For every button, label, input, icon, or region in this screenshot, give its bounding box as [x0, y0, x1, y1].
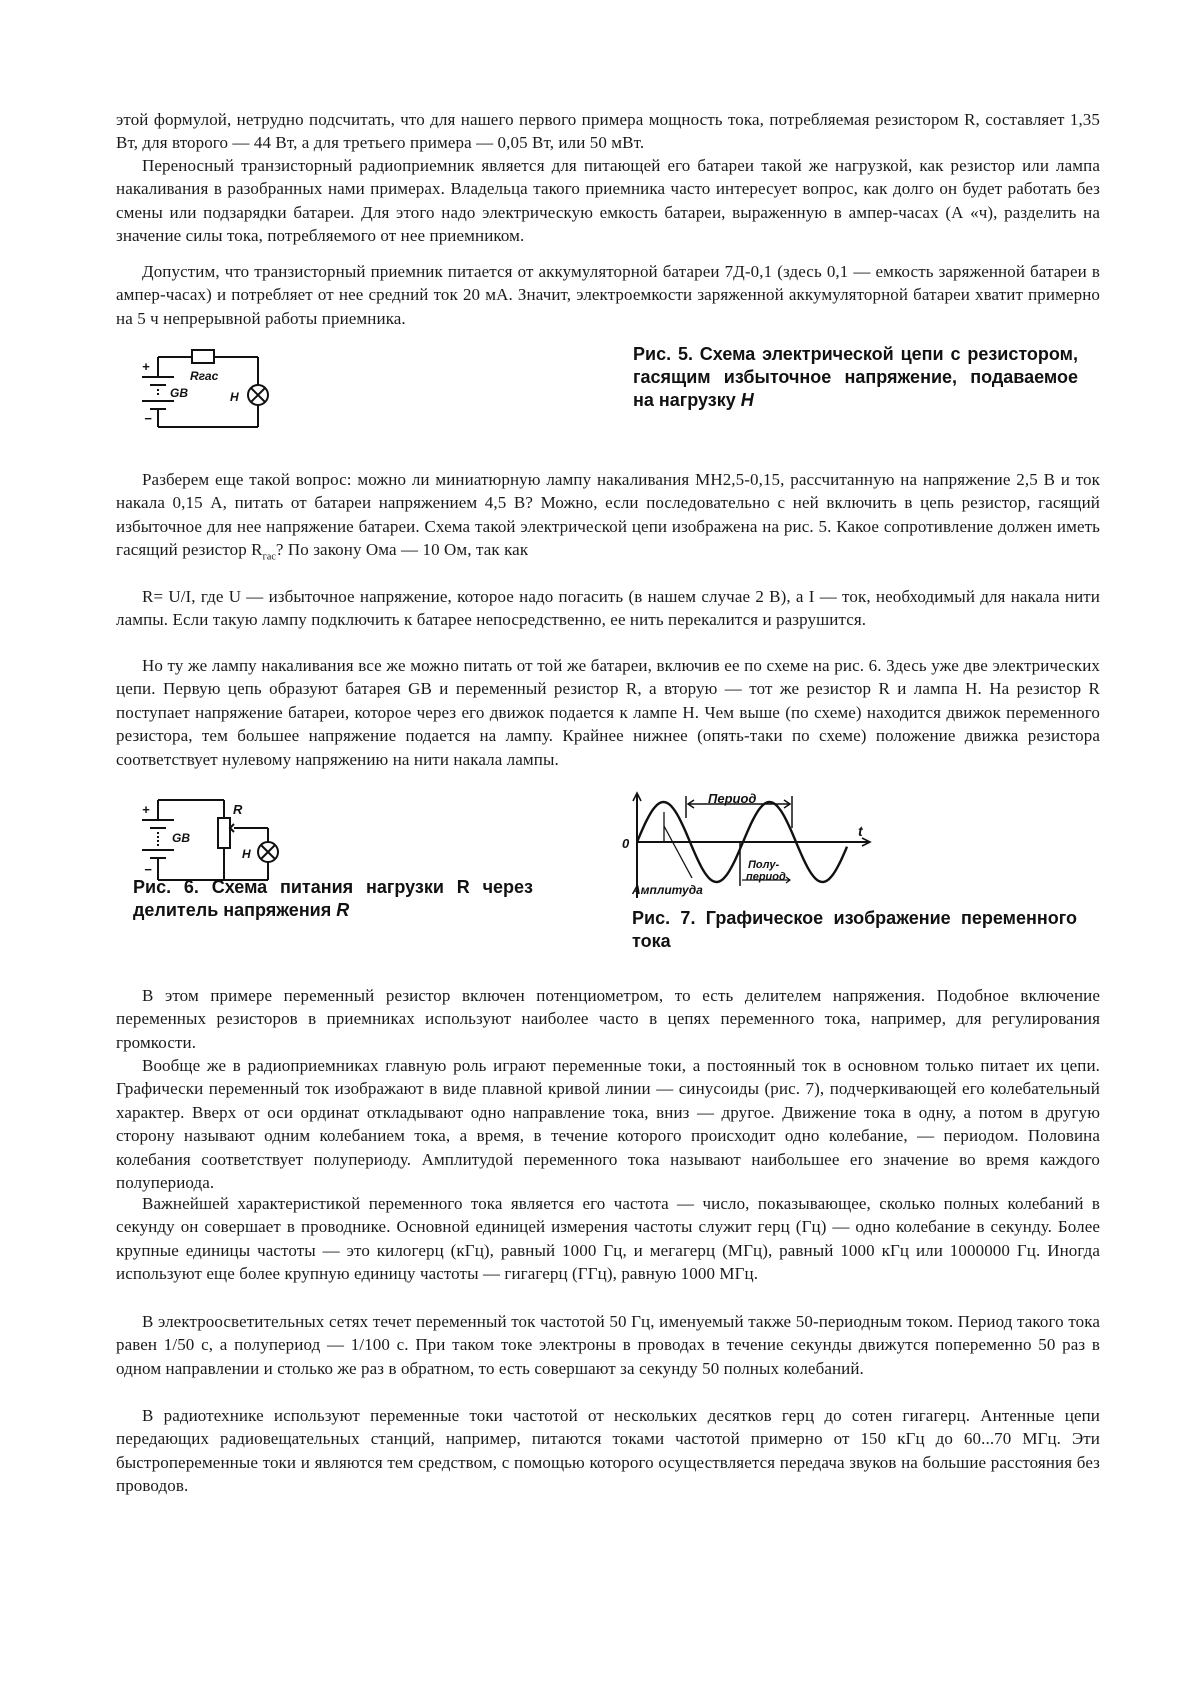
paragraph-6: Но ту же лампу накаливания все же можно питать от той же батареи, включив ее по схеме на рис. 6. Здесь уже две электрических цепи. Первую цепь образуют батарея GB и переменный резистор R, а вторую — тот же резистор R и лампа H. На резистор R поступает напряжение батареи, которое через его движок подается к лампе H. Чем выше (по схеме) находится движок переменного резистора, тем большее напряжение подается на лампу. Крайнее нижнее (опять-таки по схеме) положение движка резистора соответствует нулевому напряжению на нити накала лампы. — [116, 656, 1100, 769]
fig5-rgas-label: Rгас — [190, 369, 219, 383]
paragraph-11: В радиотехнике используют переменные токи частотой от нескольких десятков герц до сотен гигагерц. Антенные цепи передающих радиовещательных станций, например, питаются токами частотой примерно от 150 кГц до 60...70 МГц. Эти быстропеременные токи и являются тем средством, с помощью которого осуществляется передача звуков на большие расстояния без проводов. — [116, 1406, 1100, 1496]
paragraph-9: Важнейшей характеристикой переменного тока является его частота — число, показывающее, сколько полных колебаний в секунду он совершает в проводнике. Основной единицей измерения частоты служит герц (Гц) — одно колебание в секунду. Более крупные единицы частоты — это килогерц (кГц), равный 1000 Гц, и мегагерц (МГц), равный 1000 кГц или 1000000 Гц. Иногда используют еще более крупную единицу частоты — гигагерц (ГГц), равную 1000 МГц. — [116, 1194, 1100, 1284]
paragraph-4 — [116, 468, 1100, 569]
fig6-r-label: R — [233, 802, 243, 817]
fig6-plus: + — [142, 802, 150, 817]
fig6-h-label: H — [242, 847, 251, 861]
fig6-gb-label: GB — [172, 831, 190, 845]
paragraph-2: Переносный транзисторный радиоприемник является для питающей его батареи такой же нагрузкой, как резистор или лампа накаливания в разобранных нами примерах. Владельца такого приемника часто интересует вопрос, как долго он будет работать без смены или подзарядки батареи. Для этого надо электрическую емкость батареи, выраженную в ампер-часах (А «ч), разделить на значение силы тока, потребляемого от нее приемником. — [116, 156, 1100, 246]
figure-6-caption-italic: R — [336, 900, 350, 920]
paragraph-4-subscript: гас — [262, 551, 276, 563]
figure-5-caption — [633, 343, 1078, 412]
fig5-plus: + — [142, 359, 150, 374]
resistor-rgas — [192, 350, 214, 363]
fig7-time-label: t — [858, 823, 863, 839]
paragraph-4-tail: ? По закону Ома — 10 Ом, так как — [275, 540, 529, 560]
figure-6-circuit — [130, 790, 290, 890]
figure-7-sine-graph — [620, 790, 880, 905]
paragraph-4-text: Разберем еще такой вопрос: можно ли миниатюрную лампу накаливания МН2,5-0,15, рассчитанную на напряжение 2,5 В и ток накала 0,15 А, питать от батареи напряжением 4,5 В? Можно, если последовательно с ней включить в цепь резистор, гасящий избыточное для нее напряжение батареи. Схема такой электрической цепи изображена на рис. 5. Какое сопротивление должен иметь гасящий резистор R — [116, 470, 1100, 560]
figure-5-caption-text: Рис. 5. Схема электрической цепи с резистором, гасящим избыточное напряжение, подаваемое на нагрузку — [633, 344, 1078, 410]
paragraph-1: этой формулой, нетрудно подсчитать, что для нашего первого примера мощность тока, потребляемая резистором R, составляет 1,35 Вт, для второго — 44 Вт, а для третьего примера — 0,05 Вт, или 50 мВт. — [116, 110, 1100, 153]
paragraph-8: Вообще же в радиоприемниках главную роль играют переменные токи, а постоянный ток в основном только питает их цепи. Графически переменный ток изображают в виде плавной кривой линии — синусоиды (рис. 7), подчеркивающей его колебательный характер. Вверх от оси ординат откладывают одно направление тока, вниз — другое. Движение тока в одну, а потом в другую сторону называют одним колебанием тока, а время, в течение которого происходит одно колебание, — периодом. Половина колебания соответствует полупериоду. Амплитудой переменного тока называют наибольшее его значение во время каждого полупериода. — [116, 1056, 1100, 1193]
paragraph-10: В электроосветительных сетях течет переменный ток частотой 50 Гц, именуемый также 50-периодным током. Период такого тока равен 1/50 с, а полупериод — 1/100 с. При таком токе электроны в проводах в течение секунды движутся попеременно 50 раз в одном направлении и столько же раз в обратном, то есть совершают за секунду 50 полных колебаний. — [116, 1312, 1100, 1378]
figure-7-caption: Рис. 7. Графическое изображение переменного тока — [632, 908, 1077, 951]
figure-6-caption-text: Рис. 6. Схема питания нагрузки R через делитель напряжения — [133, 877, 533, 920]
fig7-half-period-label-1: Полу- — [748, 859, 780, 871]
fig6-minus: − — [144, 862, 152, 877]
figure-6-caption — [133, 876, 533, 922]
fig7-amplitude-label: Амплитуда — [632, 883, 703, 897]
variable-resistor-r — [218, 818, 230, 848]
fig7-half-period-label-2: период — [746, 871, 786, 883]
paragraph-5: R= U/I, где U — избыточное напряжение, которое надо погасить (в нашем случае 2 В), а I — ток, необходимый для накала нити лампы. Если такую лампу подключить к батарее непосредственно, ее нить перекалится и разрушится. — [116, 587, 1100, 630]
paragraph-3: Допустим, что транзисторный приемник питается от аккумуляторной батареи 7Д-0,1 (здесь 0,1 — емкость заряженной батареи в ампер-часах) и потребляет от нее средний ток 20 мА. Значит, электроемкости заряженной аккумуляторной батареи хватит примерно на 5 ч непрерывной работы приемника. — [116, 262, 1100, 328]
fig7-period-label: Период — [708, 791, 757, 806]
fig7-zero-label: 0 — [622, 836, 630, 851]
figure-5-caption-italic: H — [740, 390, 754, 410]
figure-5-circuit — [130, 345, 280, 445]
fig5-h-label: H — [230, 390, 239, 404]
fig5-gb-label: GB — [170, 386, 188, 400]
fig5-minus: − — [144, 411, 152, 426]
paragraph-7: В этом примере переменный резистор включен потенциометром, то есть делителем напряжения. Подобное включение переменных резисторов в приемниках используют наиболее часто в цепях переменного тока, например, для регулирования громкости. — [116, 986, 1100, 1052]
